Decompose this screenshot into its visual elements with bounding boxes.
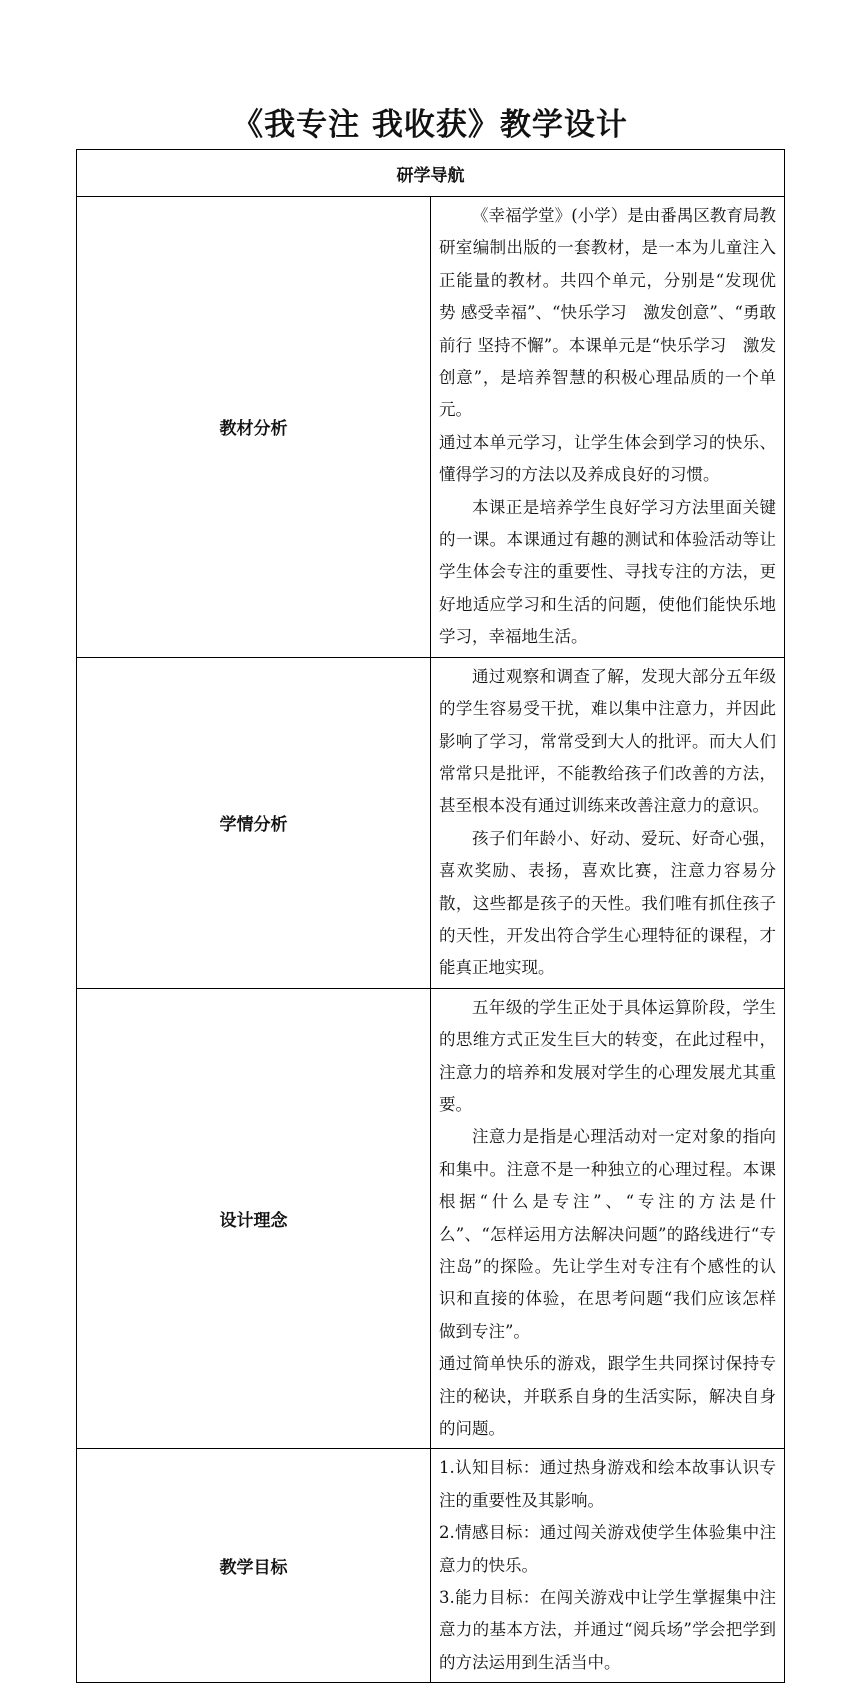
table-header: 研学导航 <box>77 150 785 197</box>
goal-item: 1.认知目标：通过热身游戏和绘本故事认识专注的重要性及其影响。 <box>439 1458 776 1510</box>
paragraph: 本课正是培养学生良好学习方法里面关键的一课。本课通过有趣的测试和体验活动等让学生体会专注的重要性、寻找专注的方法，更好地适应学习和生活的问题，使他们能快乐地学习，幸福地生活。 <box>439 497 776 647</box>
paragraph: 《幸福学堂》(小学）是由番禺区教育局教研室编制出版的一套教材，是一本为儿童注入正能量的教材。共四个单元，分别是“发现优势 感受幸福”、“快乐学习 激发创意”、“勇敢前行 坚持不懈”。本课单元是“快乐学习 激发创意”，是培养智慧的积极心理品质的一个单元。 <box>439 206 776 420</box>
row-label-learner-analysis: 学情分析 <box>77 657 431 988</box>
row-content-design-concept <box>431 988 785 1449</box>
goal-item: 2.情感目标：通过闯关游戏使学生体验集中注意力的快乐。 <box>439 1523 776 1575</box>
table-row-learner-analysis <box>77 657 785 988</box>
paragraph: 通过简单快乐的游戏，跟学生共同探讨保持专注的秘诀，并联系自身的生活实际，解决自身的问题。 <box>439 1354 776 1439</box>
row-label-textbook-analysis: 教材分析 <box>77 197 431 658</box>
row-label-design-concept: 设计理念 <box>77 988 431 1449</box>
table-row-textbook-analysis <box>77 197 785 658</box>
row-label-teaching-goals: 教学目标 <box>77 1449 431 1683</box>
paragraph: 注意力是指是心理活动对一定对象的指向和集中。注意不是一种独立的心理过程。本课根据“什么是专注”、“专注的方法是什么”、“怎样运用方法解决问题”的路线进行“专注岛”的探险。先让学生对专注有个感性的认识和直接的体验，在思考问题“我们应该怎样做到专注”。 <box>439 1127 776 1341</box>
document-title: 《我专注 我收获》教学设计 <box>232 107 628 143</box>
paragraph: 五年级的学生正处于具体运算阶段，学生的思维方式正发生巨大的转变，在此过程中，注意力的培养和发展对学生的心理发展尤其重要。 <box>439 997 776 1114</box>
row-content-learner-analysis <box>431 657 785 988</box>
table-row-design-concept <box>77 988 785 1449</box>
row-content-teaching-goals <box>431 1449 785 1683</box>
paragraph: 通过观察和调查了解，发现大部分五年级的学生容易受干扰，难以集中注意力，并因此影响了学习，常常受到大人的批评。而大人们常常只是批评，不能教给孩子们改善的方法，甚至根本没有通过训练来改善注意力的意识。 <box>439 666 776 816</box>
teaching-design-table <box>76 149 785 1683</box>
goal-item: 3.能力目标：在闯关游戏中让学生掌握集中注意力的基本方法，并通过“阅兵场”学会把学到的方法运用到生活当中。 <box>439 1588 776 1672</box>
table-row-teaching-goals <box>77 1449 785 1683</box>
table-header-row <box>77 150 785 197</box>
row-content-textbook-analysis <box>431 197 785 658</box>
paragraph: 孩子们年龄小、好动、爱玩、好奇心强，喜欢奖励、表扬，喜欢比赛，注意力容易分散，这些都是孩子的天性。我们唯有抓住孩子的天性，开发出符合学生心理特征的课程，才能真正地实现。 <box>439 828 776 978</box>
paragraph: 通过本单元学习，让学生体会到学习的快乐、懂得学习的方法以及养成良好的习惯。 <box>439 432 776 485</box>
